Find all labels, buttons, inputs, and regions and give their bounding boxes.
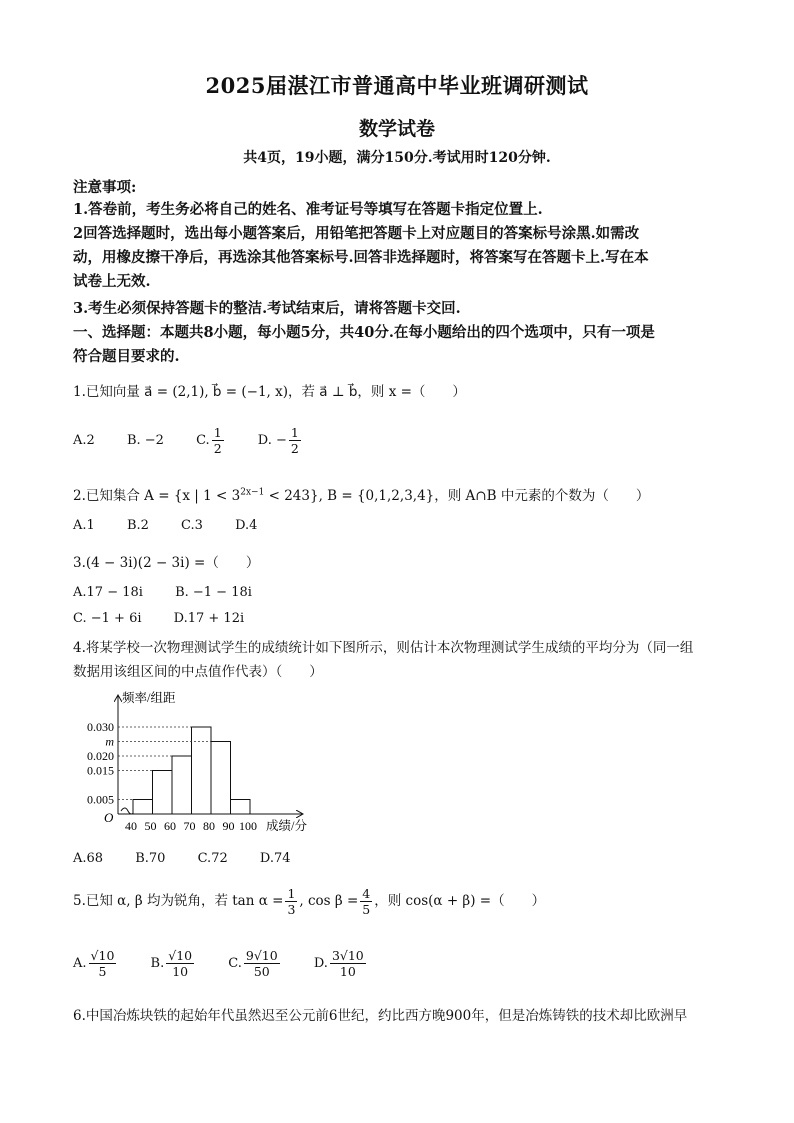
x-tick-label: 50 (144, 819, 157, 833)
section-1-line-2: 符合题目要求的. (73, 348, 180, 365)
question-5-option-c: C. $\frac{9√10}{50}$ (228, 948, 278, 979)
question-1-stem: 1.已知向量 a⃗ = (2,1), b⃗ = (−1, x)，若 a⃗ ⊥ b⃗，则 x =（ ） (73, 384, 466, 400)
section-1-line-1: 一、选择题：本题共8小题，每小题5分，共40分.在每小题给出的四个选项中，只有一项是 (73, 324, 655, 341)
histogram-bar (211, 742, 231, 815)
y-tick-label: 0.020 (87, 749, 114, 763)
histogram-bar (172, 756, 192, 814)
question-2-option-d: D.4 (235, 518, 258, 533)
question-3-option-c: C. −1 + 6i (73, 611, 142, 626)
y-axis-label: 频率/组距 (122, 691, 176, 705)
frequency-histogram (70, 688, 330, 836)
question-2-option-c: C.3 (181, 518, 203, 533)
question-3-stem: 3.(4 − 3i)(2 − 3i) =（ ） (73, 555, 260, 571)
question-4-options (73, 851, 319, 866)
question-4-stem-line-2: 数据用该组区间的中点值作代表）（ ） (73, 664, 323, 680)
page-subtitle: 数学试卷 (358, 118, 435, 140)
notice-item-3: 3.考生必须保持答题卡的整洁.考试结束后，请将答题卡交回. (73, 300, 461, 317)
notice-heading: 注意事项: (73, 179, 137, 196)
notice-item-2-line-3: 试卷上无效. (73, 273, 151, 290)
x-tick-label: 90 (222, 819, 235, 833)
question-3-options-row-1 (73, 585, 280, 600)
question-4-option-b: B.70 (135, 851, 166, 866)
question-3-option-b: B. −1 − 18i (175, 585, 252, 600)
question-4-option-c: C.72 (197, 851, 228, 866)
exam-info: 共4页，19小题，满分150分.考试用时120分钟. (243, 150, 551, 166)
notice-item-2-line-1: 2回答选择题时，选出每小题答案后，用铅笔把答题卡上对应题目的答案标号涂黑.如需改 (73, 225, 640, 242)
y-tick-label: m (105, 734, 114, 749)
question-3-option-d: D.17 + 12i (173, 611, 245, 626)
question-2-stem: 2.已知集合 A = {x | $1 < 3^{2x-1} < 243$}, B = {0,1,2,3,4}，则 A∩B 中元素的个数为（ ） (73, 487, 650, 504)
question-2-option-b: B.2 (126, 518, 149, 533)
x-tick-label: 100 (239, 819, 257, 833)
question-3-options-row-2 (73, 611, 272, 626)
histogram-bar (192, 727, 212, 814)
question-3-option-a: A.17 − 18i (73, 585, 143, 600)
question-5-options (73, 948, 396, 979)
histogram-bar (231, 800, 251, 815)
x-tick-label: 40 (125, 819, 137, 833)
x-tick-label: 80 (203, 819, 215, 833)
question-1-option-b: B. −2 (126, 433, 164, 448)
question-1-option-c: C. $\frac{1}{2}$ (196, 425, 222, 456)
question-4-option-a: A.68 (73, 851, 104, 866)
question-1-option-d: D. − $\frac{1}{2}$ (257, 425, 299, 456)
y-tick-label: 0.015 (87, 763, 114, 778)
page-title: 2025届湛江市普通高中毕业班调研测试 (205, 73, 589, 98)
notice-item-1: 1.答卷前，考生务必将自己的姓名、准考证号等填写在答题卡指定位置上. (73, 201, 543, 218)
x-tick-label: 70 (183, 819, 196, 833)
histogram-bar (133, 800, 153, 815)
question-1-options (73, 425, 331, 456)
question-5-option-a: A. $\frac{√10}{5}$ (73, 948, 115, 979)
histogram-bar (153, 771, 173, 815)
origin-label: O (104, 810, 114, 825)
x-axis-label: 成绩/分 (266, 819, 307, 833)
question-5-option-d: D. $\frac{3√10}{10}$ (313, 948, 364, 979)
question-4-stem-line-1: 4.将某学校一次物理测试学生的成绩统计如下图所示，则估计本次物理测试学生成绩的平均分为（同一组 (73, 640, 694, 656)
notice-item-2-line-2: 动，用橡皮擦干净后，再选涂其他答案标号.回答非选择题时，将答案写在答题卡上.写在本 (73, 249, 649, 266)
x-tick-label: 60 (164, 819, 176, 833)
question-5-option-b: B. $\frac{√10}{10}$ (150, 948, 193, 979)
y-tick-label: 0.030 (87, 720, 114, 734)
question-4-option-d: D.74 (259, 851, 291, 866)
question-2-option-a: A.1 (73, 518, 95, 533)
question-1-option-a: A.2 (73, 433, 95, 448)
question-5-stem: 5.已知 α, β 均为锐角，若 tan α = $\frac{1}{3}$ , cos β = $\frac{4}{5}$ ，则 cos(α + β) =（ ） (73, 886, 546, 917)
y-tick-label: 0.005 (87, 792, 114, 807)
question-6-stem: 6.中国冶炼块铁的起始年代虽然迟至公元前6世纪，约比西方晚900年，但是冶炼铸铁的技术却比欧洲早 (73, 1008, 688, 1024)
question-2-options (73, 518, 285, 533)
